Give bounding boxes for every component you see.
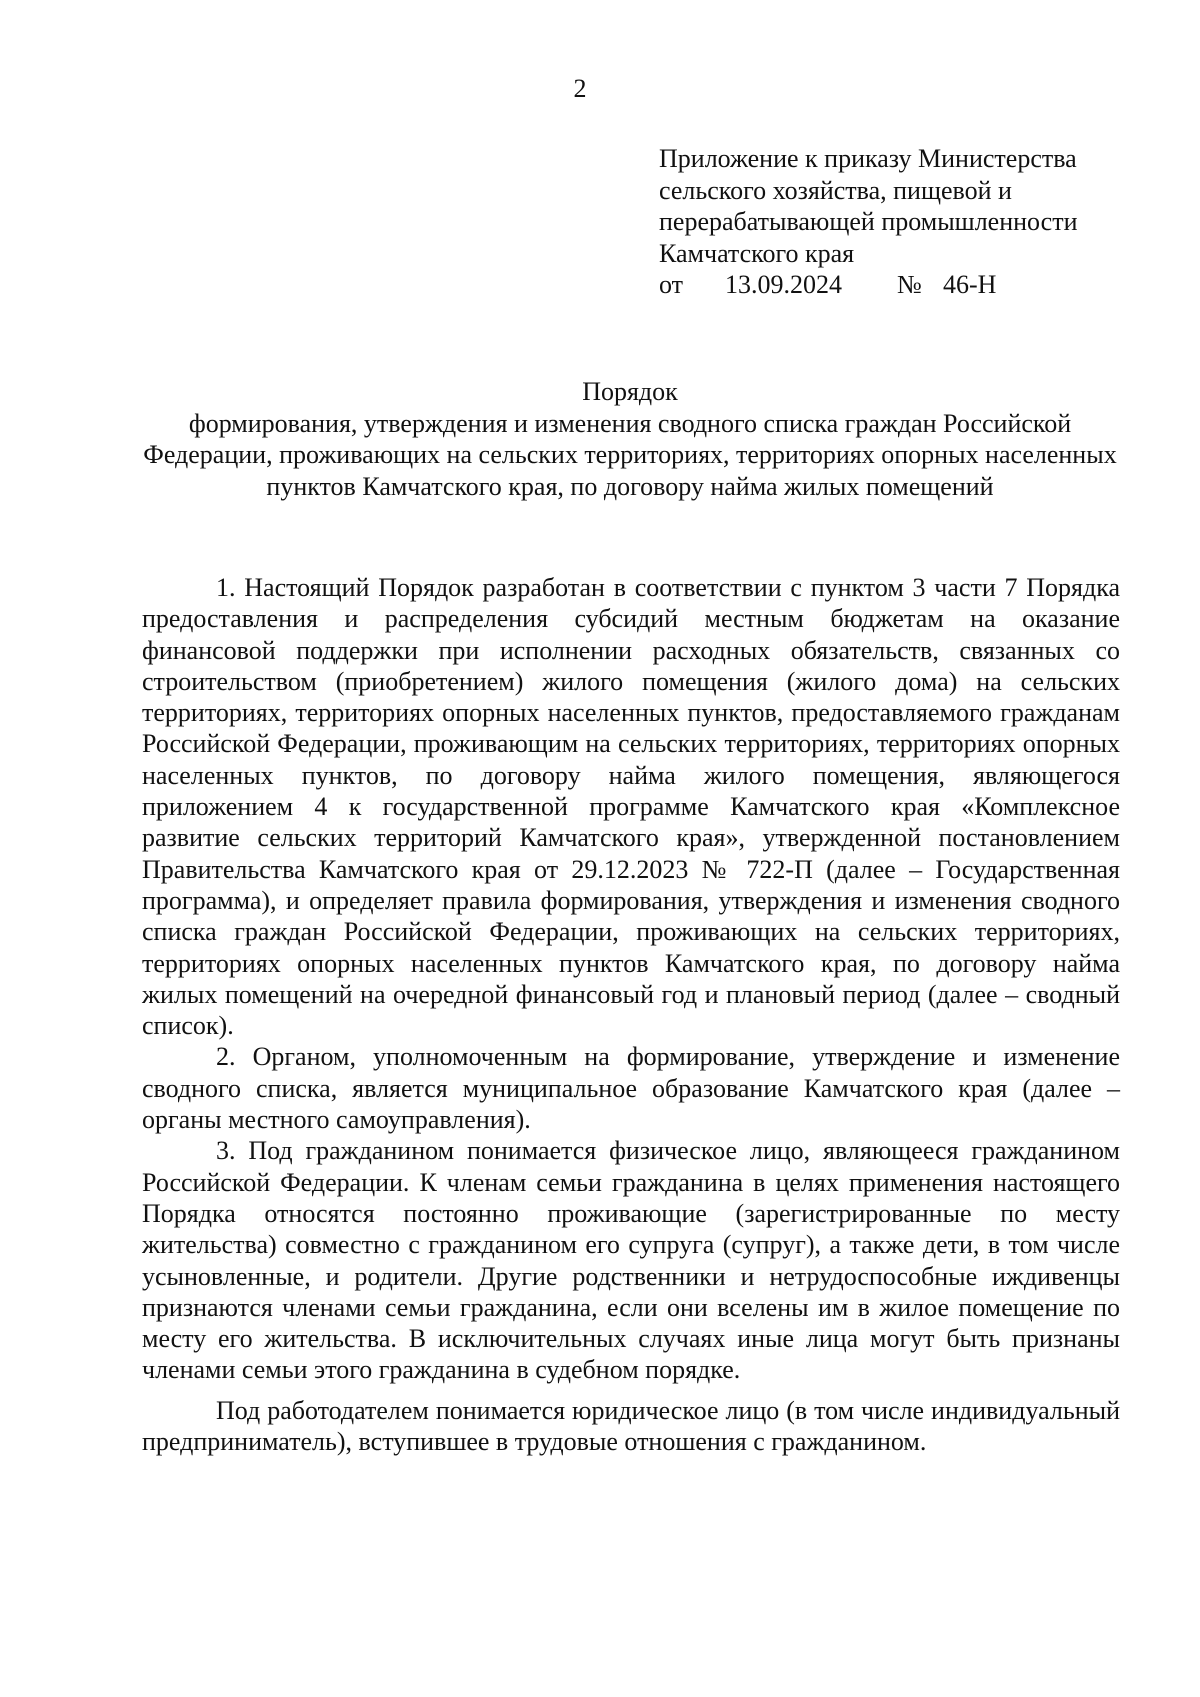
appendix-line: Приложение к приказу Министерства [659, 144, 1077, 173]
order-date: 13.09.2024 [725, 270, 842, 299]
order-from-label: от [659, 270, 684, 299]
paragraph-1: 1. Настоящий Порядок разработан в соответствии с пунктом 3 части 7 Порядка предоставления и распределения субсидий местным бюджетам на оказание финансовой поддержки при исполнении расходных обязательств, связанных со строительством (приобретением) жилого помещения (жилого дома) на сельских территориях, территориях опорных населенных пунктов, предоставляемого гражданам Российской Федерации, проживающим на сельских территориях, территориях опорных населенных пунктов, по договору найма жилого помещения, являющегося приложением 4 к государственной программе Камчатского края «Комплексное развитие сельских территорий Камчатского края», утвержденной постановлением Правительства Камчатского края от 29.12.2023 № 722-П (далее – Государственная программа), и определяет правила формирования, утверждения и изменения сводного списка граждан Российской Федерации, проживающих на сельских территориях, территориях опорных населенных пунктов Камчатского края, по договору найма жилых помещений на очередной финансовый год и плановый период (далее – сводный список). [142, 573, 1120, 1041]
appendix-line: перерабатывающей промышленности [659, 207, 1078, 236]
order-number: 46-Н [943, 270, 997, 299]
appendix-line: Камчатского края [659, 238, 855, 268]
document-title [140, 376, 1120, 502]
document-body [142, 572, 1120, 1457]
order-details [659, 269, 1129, 301]
page-number: 2 [573, 74, 587, 103]
paragraph-2: 2. Органом, уполномоченным на формирование, утверждение и изменение сводного списка, является муниципальное образование Камчатского края (далее – органы местного самоуправления). [142, 1042, 1120, 1135]
appendix-header [659, 143, 1129, 301]
paragraph-3: 3. Под гражданином понимается физическое лицо, являющееся гражданином Российской Федерации. К членам семьи гражданина в целях применения настоящего Порядка относятся постоянно проживающие (зарегистрированные по месту жительства) совместно с гражданином его супруга (супруг), а также дети, в том числе усыновленные, и родители. Другие родственники и нетрудоспособные иждивенцы признаются членами семьи гражданина, если они вселены им в жилое помещение по месту его жительства. В исключительных случаях иные лица могут быть признаны членами семьи этого гражданина в судебном порядке. [142, 1136, 1120, 1385]
appendix-line: сельского хозяйства, пищевой и [659, 175, 1012, 205]
order-number-sign: № [897, 270, 922, 299]
paragraph-4: Под работодателем понимается юридическое лицо (в том числе индивидуальный предприниматель), вступившее в трудовые отношения с гражданином. [142, 1395, 1120, 1457]
title-subtitle: формирования, утверждения и изменения сводного списка граждан Российской Федерации, проживающих на сельских территориях, территориях опорных населенных пунктов Камчатского края, по договору найма жилых помещений [143, 408, 1117, 501]
title-main: Порядок [582, 377, 678, 406]
